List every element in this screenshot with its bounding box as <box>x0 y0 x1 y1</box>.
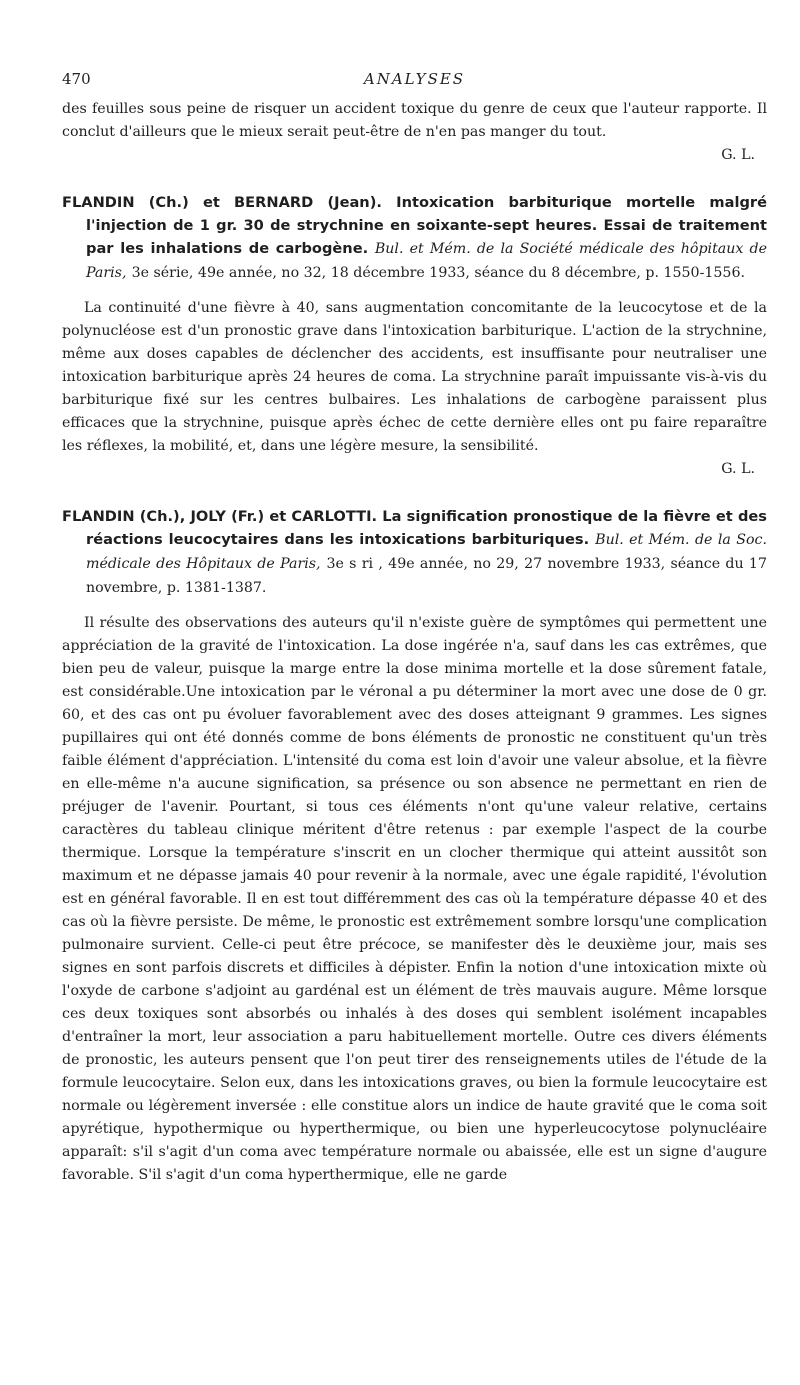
continuation-initials: G. L. <box>721 147 755 163</box>
entry-authors: FLANDIN (Ch.), JOLY (Fr.) et CARLOTTI. <box>62 508 378 525</box>
page <box>62 70 767 1187</box>
continuation-text: des feuilles sous peine de risquer un accident toxique du genre de ceux que l'auteur rapporte. Il conclut d'ailleurs que le mieux serait peut-être de n'en pas manger du tout. <box>62 101 767 140</box>
entry-authors: FLANDIN (Ch.) et BERNARD (Jean). <box>62 194 382 211</box>
entry-citation: 3e s ri , 49e année, no 29, 27 novembre 1933, séance du 17 novembre, p. 1381-1387. <box>86 556 767 596</box>
entry-citation: 3e série, 49e année, no 32, 18 décembre 1933, séance du 8 décembre, p. 1550-1556. <box>131 265 745 281</box>
running-head <box>62 70 767 98</box>
entry-title: Intoxication barbiturique mortelle malgré l'injection de 1 gr. 30 de strychnine en soixante-sept heures. Essai de traitement par les inhalations de carbogène. <box>86 194 767 257</box>
abstract-entry-flandin-bernard <box>62 191 767 481</box>
entry-journal: Bul. et Mém. de la Soc. médicale des Hôpitaux de Paris, <box>86 532 767 572</box>
entry-initials: G. L. <box>721 461 755 477</box>
entry-abstract: La continuité d'une fièvre à 40, sans augmentation concomitante de la leucocytose et de la polynucléose est d'un pronostic grave dans l'intoxication barbiturique. L'action de la strychnine, même aux doses capables de déclencher des accidents, est insuffisante pour neutraliser une intoxication barbiturique après 24 heures de coma. La strychnine paraît impuissante vis-à-vis du barbiturique fixé sur les centres bulbaires. Les inhalations de carbogène paraissent plus efficaces que la strychnine, puisque après échec de cette dernière elles ont pu faire reparaître les réflexes, la mobilité, et, dans une légère mesure, la sensibilité. <box>62 300 767 454</box>
section-title: ANALYSES <box>363 70 466 88</box>
page-number: 470 <box>62 70 91 88</box>
abstract-entry-flandin-joly-carlotti <box>62 505 767 1187</box>
entry-title: La signification pronostique de la fièvre et des réactions leucocytaires dans les intoxications barbituriques. <box>86 508 767 548</box>
entry-heading <box>62 505 767 600</box>
entry-heading <box>62 191 767 285</box>
entry-journal: Bul. et Mém. de la Société médicale des hôpitaux de Paris, <box>86 241 767 281</box>
entry-abstract: Il résulte des observations des auteurs qu'il n'existe guère de symptômes qui permettent une appréciation de la gravité de l'intoxication. La dose ingérée n'a, sauf dans les cas extrêmes, que bien peu de valeur, puisque la marge entre la dose minima mortelle et la dose sûrement fatale, est considérable.Une intoxication par le véronal a pu déterminer la mort avec une dose de 0 gr. 60, et des cas ont pu évoluer favorablement avec des doses atteignant 9 grammes. Les signes pupillaires qui ont été donnés comme de bons éléments de pronostic ne constituent qu'un très faible élément d'appréciation. L'intensité du coma est loin d'avoir une valeur absolue, et la fièvre en elle-même n'a aucune signification, sa présence ou son absence ne permettant en rien de préjuger de l'avenir. Pourtant, si tous ces éléments n'ont qu'une valeur relative, certains caractères du tableau clinique méritent d'être retenus : par exemple l'aspect de la courbe thermique. Lorsque la température s'inscrit en un clocher thermique qui atteint aussitôt son maximum et ne dépasse jamais 40 pour revenir à la normale, avec une égale rapidité, l'évolution est en général favorable. Il en est tout différemment des cas où la température dépasse 40 et des cas où la fièvre persiste. De même, le pronostic est extrêmement sombre lorsqu'une complication pulmonaire survient. Celle-ci peut être précoce, se manifester dès le deuxième jour, mais ses signes en sont parfois discrets et difficiles à dépister. Enfin la notion d'une intoxication mixte où l'oxyde de carbone s'adjoint au gardénal est un élément de très mauvais augure. Même lorsque ces deux toxiques sont absorbés ou inhalés à des doses qui semblent isolément incapables d'entraîner la mort, leur association a paru habituellement mortelle. Outre ces divers éléments de pronostic, les auteurs pensent que l'on peut tirer des renseignements utiles de l'étude de la formule leucocytaire. Selon eux, dans les intoxications graves, ou bien la formule leucocytaire est normale ou légèrement inversée : elle constitue alors un indice de haute gravité que le coma soit apyrétique, hypothermique ou hyperthermique, ou bien une hyperleucocytose polynucléaire apparaît: s'il s'agit d'un coma avec température normale ou abaissée, elle est un signe d'augure favorable. S'il s'agit d'un coma hyperthermique, elle ne garde <box>62 615 767 1183</box>
